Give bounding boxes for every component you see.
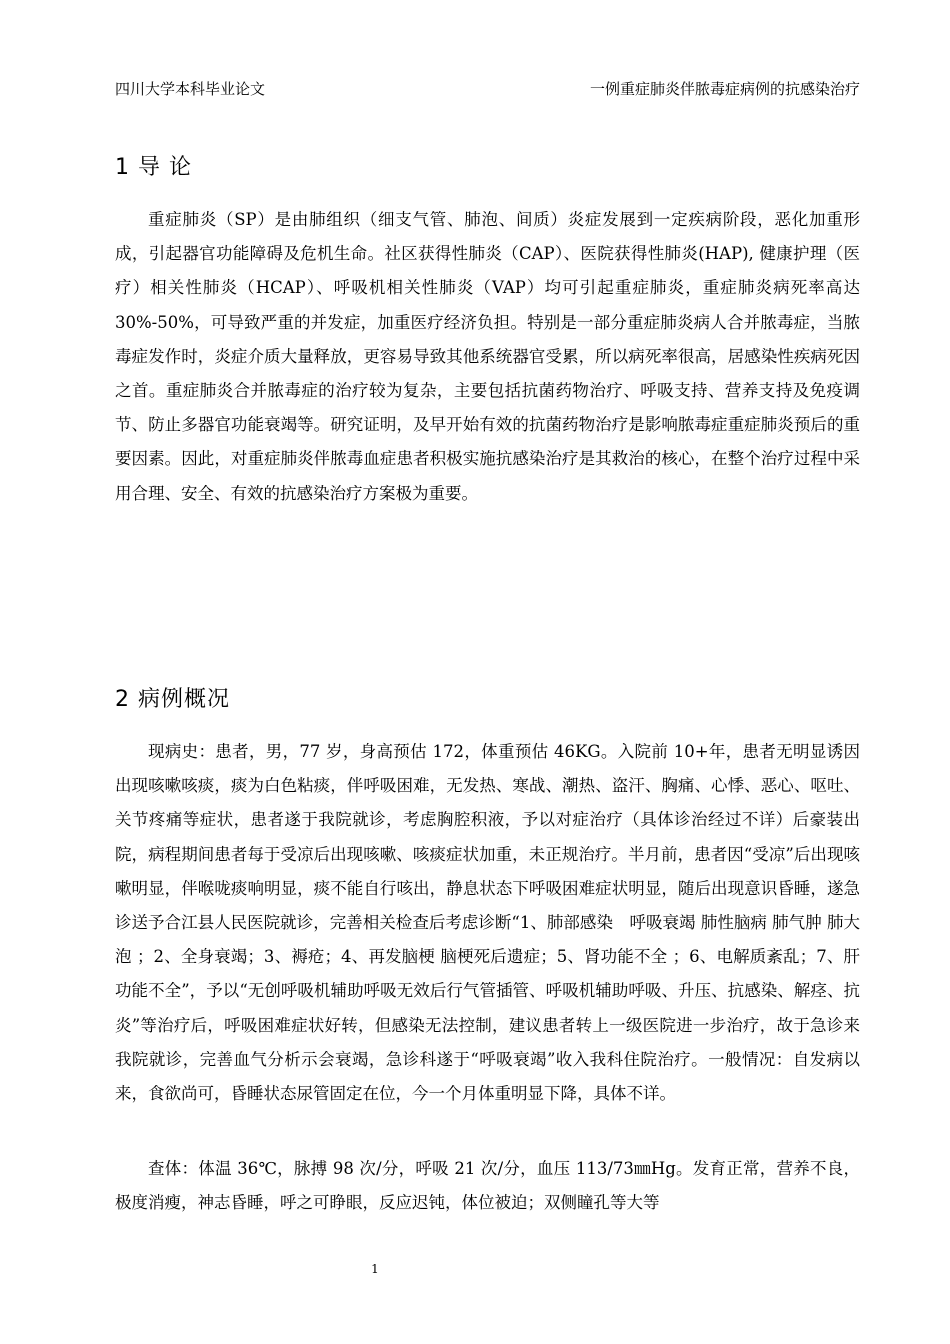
page-header [115,78,860,100]
header-paper-title: 一例重症肺炎伴脓毒症病例的抗感染治疗 [589,80,860,98]
introduction-paragraph: 重症肺炎（SP）是由肺组织（细支气管、肺泡、间质）炎症发展到一定疾病阶段，恶化加重形成，引起器官功能障碍及危机生命。社区获得性肺炎（CAP）、医院获得性肺炎(HAP), 健康护理（医疗）相关性肺炎（HCAP）、呼吸机相关性肺炎（VAP）均可引起重症肺炎，重症肺炎病死率高达 30%-50%，可导致严重的并发症，加重医疗经济负担。特别是一部分重症肺炎病人合并脓毒症，当脓毒症发作时，炎症介质大量释放，更容易导致其他系统器官受累，所以病死率很高，居感染性疾病死因之首。重症肺炎合并脓毒症的治疗较为复杂，主要包括抗菌药物治疗、呼吸支持、营养支持及免疫调节、防止多器官功能衰竭等。研究证明，及早开始有效的抗菌药物治疗是影响脓毒症重症肺炎预后的重要因素。因此，对重症肺炎伴脓毒血症患者积极实施抗感染治疗是其救治的核心，在整个治疗过程中采用合理、安全、有效的抗感染治疗方案极为重要。 [115,210,860,503]
section-heading-case-overview: 2 病例概况 [115,687,230,712]
page-number: 1 [371,1262,379,1276]
header-thesis-label: 四川大学本科毕业论文 [115,80,266,98]
physical-exam-paragraph: 查体：体温 36℃，脉搏 98 次/分，呼吸 21 次/分，血压 113/73㎜Hg。发育正常，营养不良，极度消瘦，神志昏睡，呼之可睁眼，反应迟钝，体位被迫；双侧瞳孔等大等 [115,1159,860,1213]
present-illness-paragraph: 现病史：患者，男，77 岁，身高预估 172，体重预估 46KG。入院前 10+年，患者无明显诱因出现咳嗽咳痰，痰为白色粘痰，伴呼吸困难，无发热、寒战、潮热、盗汗、胸痛、心悸、恶心、呕吐、关节疼痛等症状，患者遂于我院就诊，考虑胸腔积液，予以对症治疗（具体诊治经过不详）后豪装出院，病程期间患者每于受凉后出现咳嗽、咳痰症状加重，未正规治疗。半月前，患者因“受凉”后出现咳嗽明显，伴喉咙痰响明显，痰不能自行咳出，静息状态下呼吸困难症状明显，随后出现意识昏睡，遂急诊送予合江县人民医院就诊，完善相关检查后考虑诊断“1、肺部感染 呼吸衰竭 肺性脑病 肺气肿 肺大泡 ；2、全身衰竭；3、褥疮；4、再发脑梗 脑梗死后遗症；5、肾功能不全 ；6、电解质紊乱；7、肝功能不全”，予以“无创呼吸机辅助呼吸无效后行气管插管、呼吸机辅助呼吸、升压、抗感染、解痉、抗炎”等治疗后，呼吸困难症状好转，但感染无法控制，建议患者转上一级医院进一步治疗，故于急诊来我院就诊，完善血气分析示会衰竭，急诊科遂于“呼吸衰竭”收入我科住院治疗。一般情况：自发病以来，食欲尚可，昏睡状态尿管固定在位，今一个月体重明显下降，具体不详。 [115,742,860,1104]
section-heading-introduction: 1 导 论 [115,155,192,180]
header-divider [115,104,860,105]
